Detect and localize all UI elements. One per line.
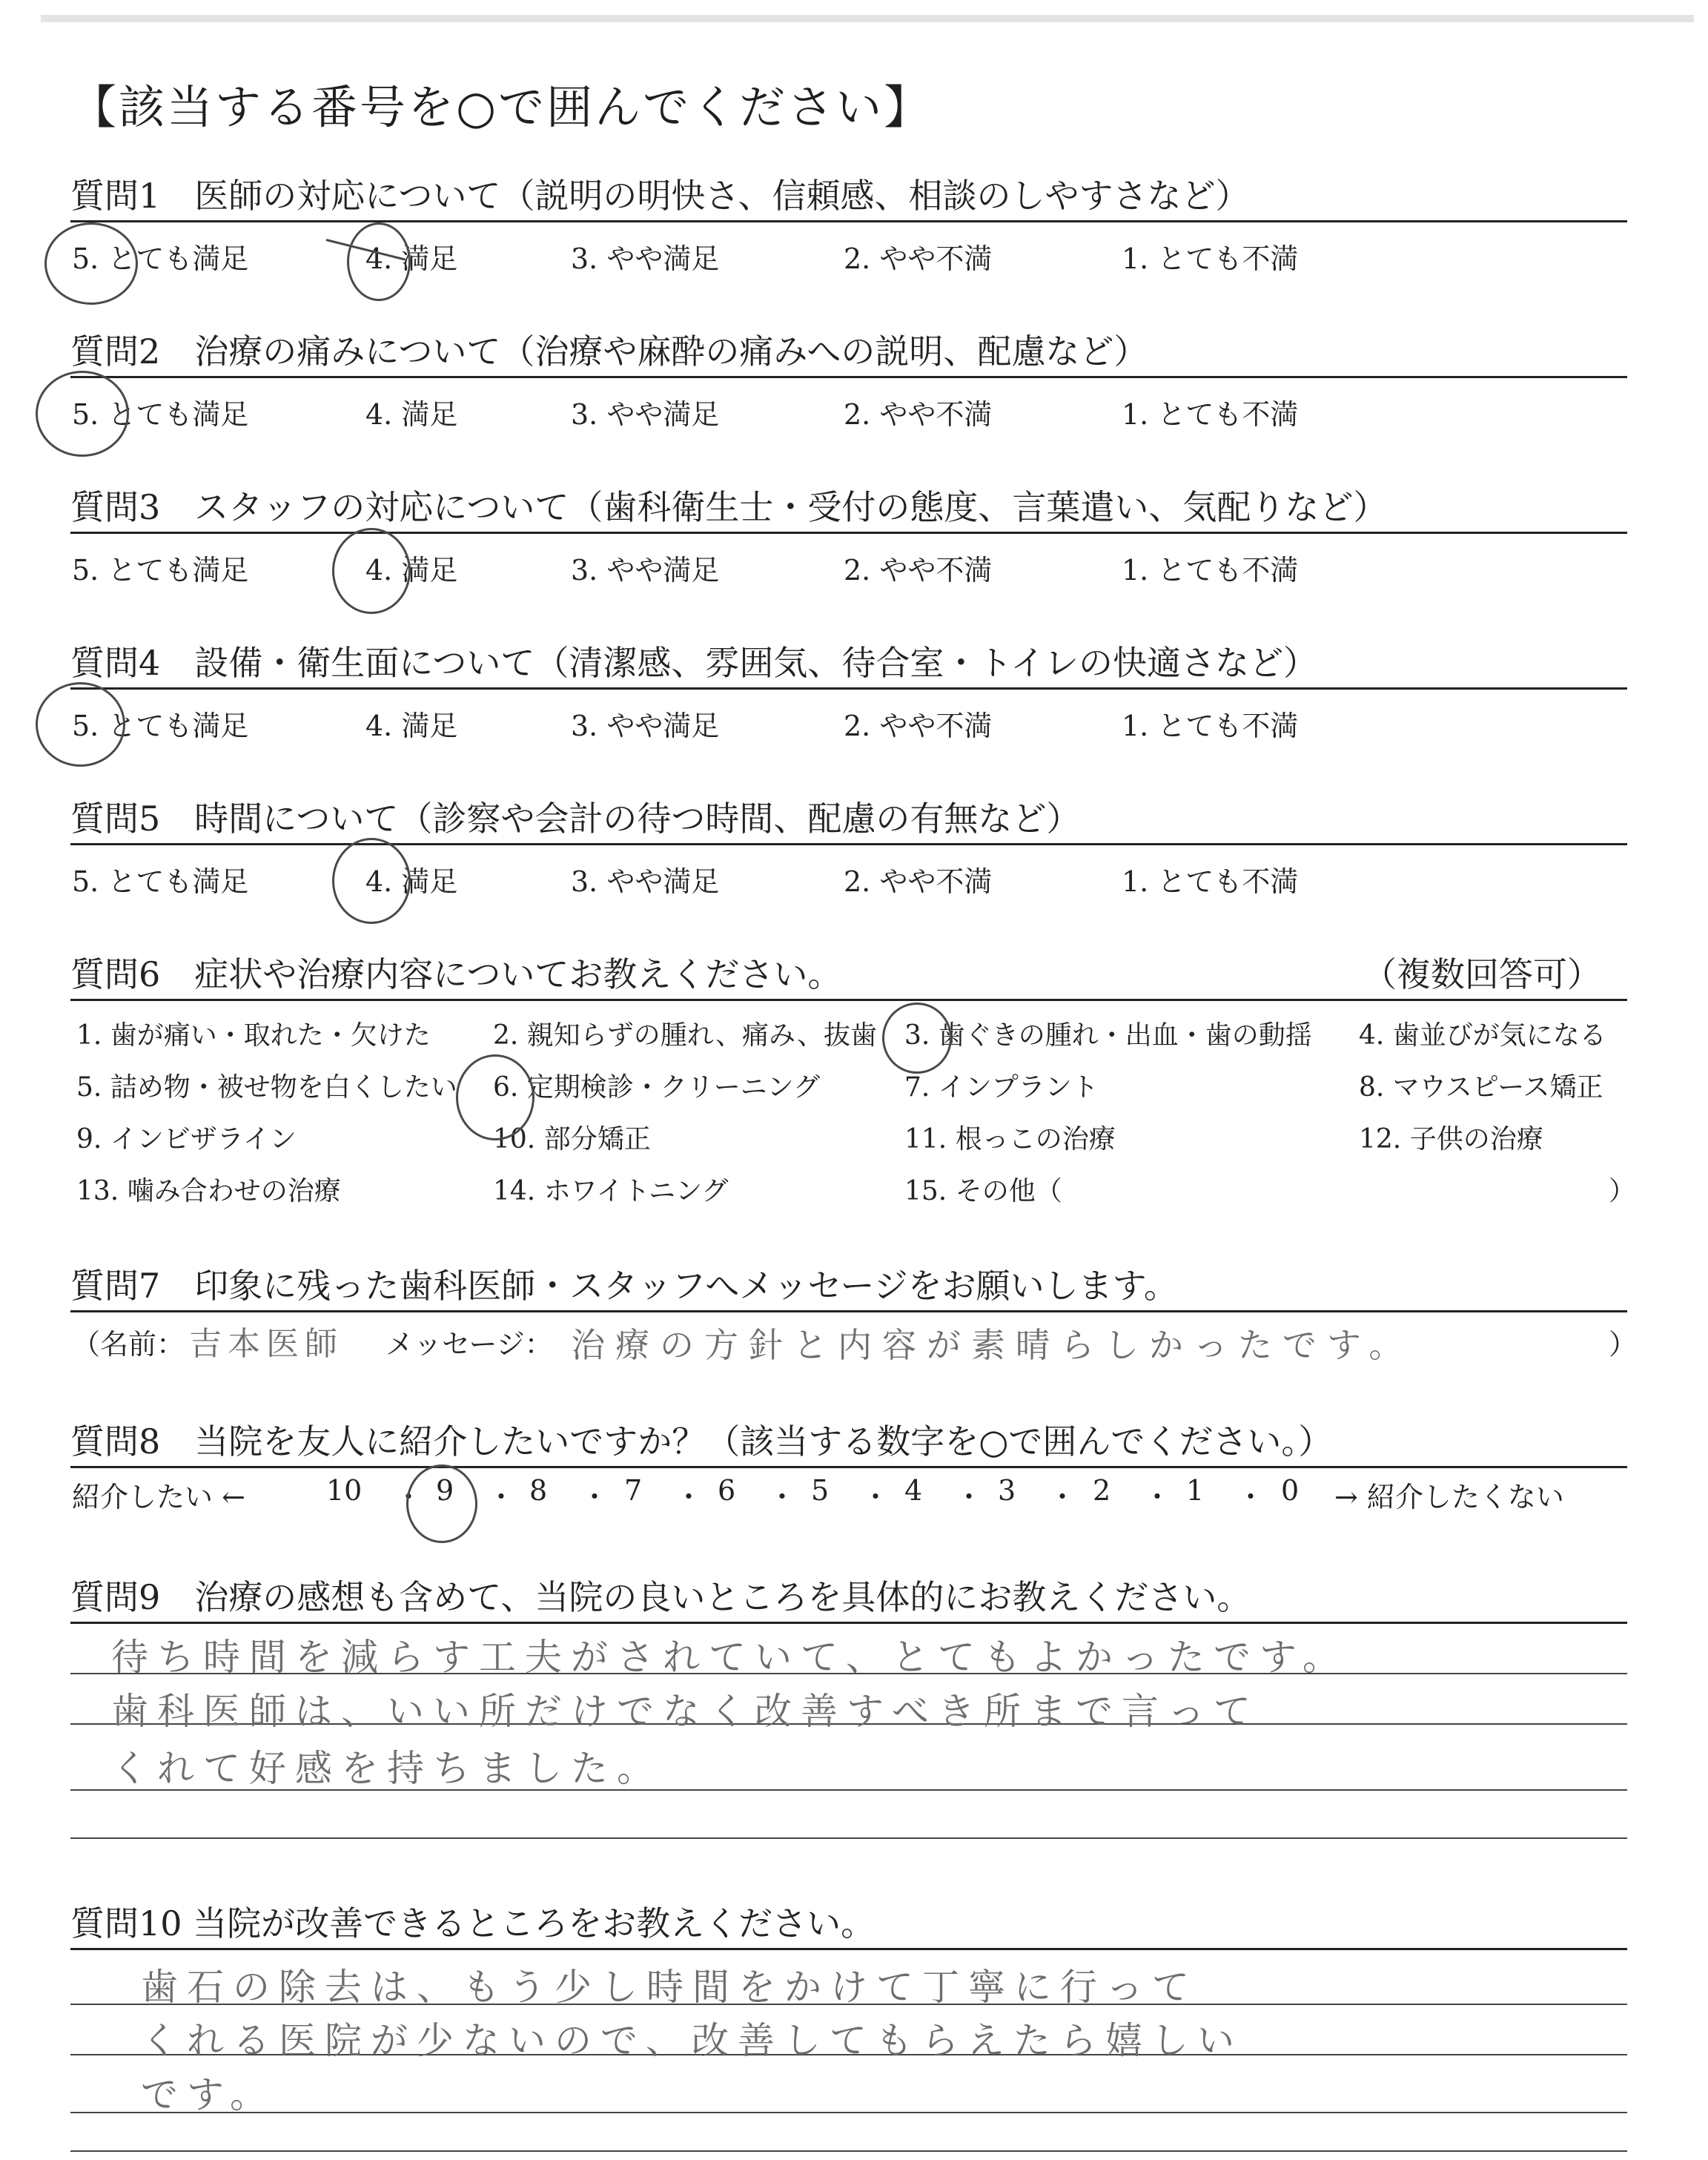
q6-option-15[interactable]: 15. その他（ (904, 1176, 1062, 1206)
q8-scale-1[interactable]: 1 (1186, 1474, 1205, 1507)
instruction-header: 【該当する番号を○で囲んでください】 (70, 80, 933, 134)
q8-scale-dot: ・ (394, 1481, 423, 1513)
q8-rule (70, 1466, 1627, 1468)
q4-option-2[interactable]: 2. やや不満 (844, 710, 993, 742)
q6-option-7[interactable]: 7. インプラント (904, 1072, 1099, 1103)
q6-option-10[interactable]: 10. 部分矯正 (493, 1124, 651, 1155)
q10-answer-line (70, 2112, 1627, 2113)
q10-answer-line (70, 2150, 1627, 2152)
q7-rule (70, 1310, 1627, 1312)
q1-option-3[interactable]: 3. やや満足 (571, 242, 720, 275)
q9-handwriting-line: 待ち時間を減らす工夫がされていて、とてもよかったです。 (111, 1636, 1348, 1679)
q8-scale-5[interactable]: 5 (811, 1474, 830, 1507)
q8-title: 質問8 当院を友人に紹介したいですか？（該当する数字を○で囲んでください。） (70, 1421, 1333, 1462)
q6-option-8[interactable]: 8. マウスピース矯正 (1359, 1072, 1603, 1103)
q6-option-9[interactable]: 9. インビザライン (76, 1124, 297, 1155)
q7-message-label: メッセージ： (385, 1328, 553, 1361)
q8-selection-circle (406, 1464, 477, 1543)
q8-scale-dot: ・ (861, 1481, 890, 1513)
q3-option-2[interactable]: 2. やや不満 (844, 554, 993, 587)
q6-selection-circle-3 (882, 1003, 952, 1074)
q6-option-13[interactable]: 13. 噛み合わせの治療 (76, 1176, 341, 1206)
q6-option-12[interactable]: 12. 子供の治療 (1359, 1124, 1543, 1155)
q8-scale-dot: ・ (580, 1481, 609, 1513)
q2-rule (70, 376, 1627, 378)
q6-option-11[interactable]: 11. 根っこの治療 (904, 1124, 1116, 1155)
q4-title: 質問4 設備・衛生面について（清潔感、雰囲気、待合室・トイレの快適さなど） (70, 643, 1318, 683)
q1-option-2[interactable]: 2. やや不満 (844, 242, 993, 275)
q8-scale-dot: ・ (1237, 1481, 1265, 1513)
q8-scale-dot: ・ (1143, 1481, 1172, 1513)
q2-selection-circle (36, 371, 129, 457)
page-top-edge (41, 15, 1694, 22)
q3-option-4[interactable]: 4. 満足 (365, 554, 458, 587)
q9-handwriting-line: 歯科医師は、いい所だけでなく改善すべき所まで言って (111, 1690, 1260, 1733)
q10-handwriting-line: です。 (141, 2073, 276, 2116)
q3-selection-circle (332, 528, 411, 614)
q8-scale-dot: ・ (487, 1481, 516, 1513)
q7-name-label: （名前： (72, 1328, 185, 1361)
q3-option-1[interactable]: 1. とても不満 (1122, 554, 1299, 587)
q1-option-4[interactable]: 4. 満足 (365, 242, 458, 275)
q2-option-5[interactable]: 5. とても満足 (72, 398, 249, 431)
q2-title: 質問2 治療の痛みについて（治療や麻酔の痛みへの説明、配慮など） (70, 331, 1148, 371)
q1-selection-circle (44, 222, 138, 305)
q7-name-handwriting: 吉本医師 (189, 1325, 343, 1363)
q8-scale-dot: ・ (675, 1481, 704, 1513)
q8-scale-10[interactable]: 10 (326, 1474, 363, 1507)
q3-title: 質問3 スタッフの対応について（歯科衛生士・受付の態度、言葉遣い、気配りなど） (70, 487, 1388, 527)
q4-option-1[interactable]: 1. とても不満 (1122, 710, 1299, 742)
q8-scale-0[interactable]: 0 (1281, 1474, 1300, 1507)
q5-option-2[interactable]: 2. やや不満 (844, 865, 993, 898)
q4-option-5[interactable]: 5. とても満足 (72, 710, 249, 742)
q8-scale-dot: ・ (955, 1481, 984, 1513)
q4-rule (70, 687, 1627, 690)
q5-rule (70, 843, 1627, 845)
q8-scale-2[interactable]: 2 (1093, 1474, 1111, 1507)
q5-option-5[interactable]: 5. とても満足 (72, 865, 249, 898)
q6-option-4[interactable]: 4. 歯並びが気になる (1359, 1020, 1606, 1051)
q8-scale-8[interactable]: 8 (529, 1474, 548, 1507)
q6-option-3[interactable]: 3. 歯ぐきの腫れ・出血・歯の動揺 (904, 1020, 1312, 1051)
q1-option-5[interactable]: 5. とても満足 (72, 242, 249, 275)
q4-selection-circle (36, 682, 125, 767)
q4-option-3[interactable]: 3. やや満足 (571, 710, 720, 742)
q8-right-label: → 紹介したくない (1334, 1481, 1564, 1513)
q8-scale-3[interactable]: 3 (998, 1474, 1016, 1507)
q10-handwriting-line: 歯石の除去は、もう少し時間をかけて丁寧に行って (141, 1966, 1198, 2009)
q2-option-4[interactable]: 4. 満足 (365, 398, 458, 431)
q5-title: 質問5 時間について（診察や会計の待つ時間、配慮の有無など） (70, 799, 1081, 839)
q6-option-6[interactable]: 6. 定期検診・クリーニング (493, 1072, 821, 1103)
q7-title: 質問7 印象に残った歯科医師・スタッフへメッセージをお願いします。 (70, 1266, 1178, 1306)
q4-option-4[interactable]: 4. 満足 (365, 710, 458, 742)
q6-other-close-paren: ） (1609, 1176, 1636, 1206)
q3-option-3[interactable]: 3. やや満足 (571, 554, 720, 587)
q6-option-14[interactable]: 14. ホワイトニング (493, 1176, 729, 1206)
q9-title: 質問9 治療の感想も含めて、当院の良いところを具体的にお教えください。 (70, 1577, 1251, 1617)
q10-handwriting-line: くれる医院が少ないので、改善してもらえたら嬉しい (141, 2019, 1243, 2062)
q1-title: 質問1 医師の対応について（説明の明快さ、信頼感、相談のしやすさなど） (70, 176, 1250, 216)
q6-option-5[interactable]: 5. 詰め物・被せ物を白くしたい (76, 1072, 457, 1103)
q7-close-paren: ） (1609, 1328, 1638, 1361)
q10-rule (70, 1948, 1627, 1950)
q1-option-1[interactable]: 1. とても不満 (1122, 242, 1299, 275)
q5-option-4[interactable]: 4. 満足 (365, 865, 458, 898)
q1-rule (70, 220, 1627, 222)
q6-rule (70, 999, 1627, 1001)
q8-scale-7[interactable]: 7 (624, 1474, 643, 1507)
q6-selection-circle-6 (456, 1054, 534, 1140)
q8-left-label: 紹介したい ← (72, 1481, 245, 1513)
q3-rule (70, 532, 1627, 534)
q6-option-2[interactable]: 2. 親知らずの腫れ、痛み、抜歯 (493, 1020, 878, 1051)
q8-scale-6[interactable]: 6 (718, 1474, 736, 1507)
q8-scale-dot: ・ (1048, 1481, 1077, 1513)
q9-answer-line (70, 1837, 1627, 1839)
q9-rule (70, 1622, 1627, 1624)
q10-title: 質問10 当院が改善できるところをお教えください。 (70, 1903, 875, 1943)
q3-option-5[interactable]: 5. とても満足 (72, 554, 249, 587)
q5-option-1[interactable]: 1. とても不満 (1122, 865, 1299, 898)
q8-scale-9[interactable]: 9 (436, 1474, 454, 1507)
q8-scale-dot: ・ (768, 1481, 797, 1513)
q6-multiple-note: （複数回答可） (1363, 954, 1601, 994)
q2-option-2[interactable]: 2. やや不満 (844, 398, 993, 431)
q5-selection-circle (332, 838, 411, 924)
q5-option-3[interactable]: 3. やや満足 (571, 865, 720, 898)
q6-title: 質問6 症状や治療内容についてお教えください。 (70, 954, 842, 994)
q8-scale-4[interactable]: 4 (904, 1474, 923, 1507)
q1-correction-circle (347, 222, 411, 301)
q6-option-1[interactable]: 1. 歯が痛い・取れた・欠けた (76, 1020, 431, 1051)
q2-option-1[interactable]: 1. とても不満 (1122, 398, 1299, 431)
q7-message-handwriting: 治療の方針と内容が素晴らしかったです。 (571, 1325, 1414, 1365)
q2-option-3[interactable]: 3. やや満足 (571, 398, 720, 431)
q9-handwriting-line: くれて好感を持ちました。 (111, 1747, 663, 1790)
